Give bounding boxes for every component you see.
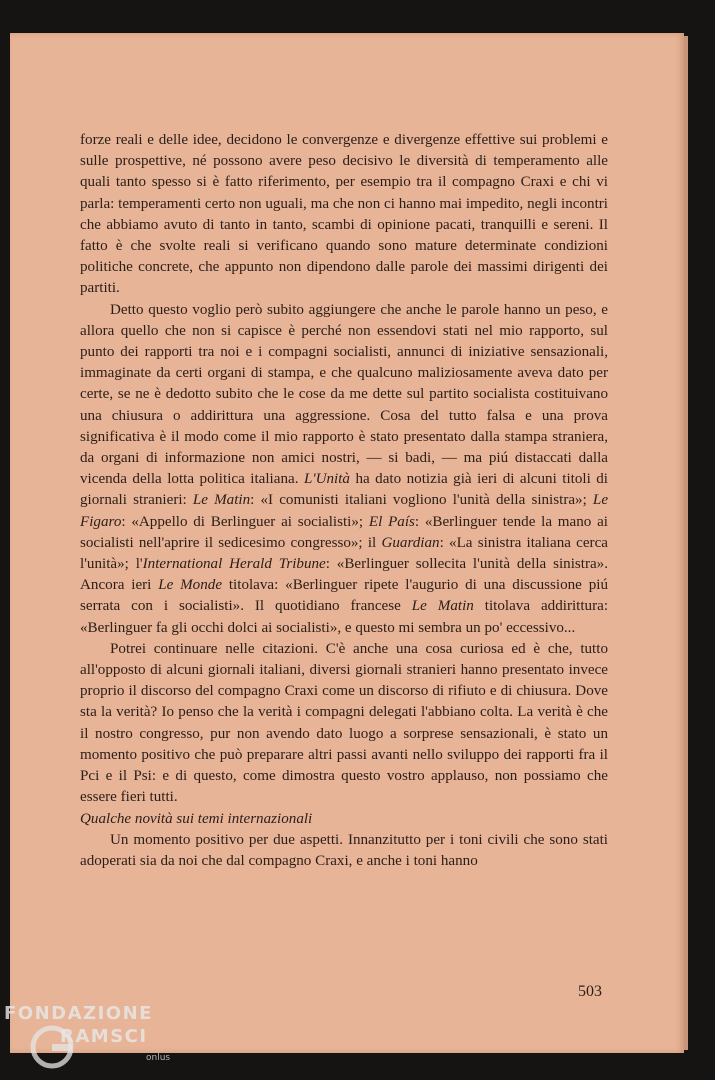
watermark-line-2: RAMSCI bbox=[60, 1026, 148, 1047]
newspaper-name: Guardian bbox=[381, 534, 440, 551]
watermark-line-1: FONDAZIONE bbox=[4, 1003, 153, 1024]
paragraph-2-text-5: : «Berlinguer tende la mano ai socialisti nell'aprire il sedicesimo congresso»; il bbox=[80, 513, 608, 551]
page-edge bbox=[684, 36, 688, 1050]
newspaper-name: Le Figaro bbox=[80, 492, 609, 530]
page-number: 503 bbox=[578, 983, 602, 1000]
paragraph-2-text-6: : «La sinistra italiana cerca l'unità»; l' bbox=[80, 534, 608, 573]
newspaper-name: International Herald Tribune bbox=[142, 556, 326, 573]
newspaper-name: L'Unità bbox=[303, 471, 350, 488]
paragraph-2-text-7: : «Berlinguer sollecita l'unità della sinistra». Ancora ieri bbox=[80, 556, 609, 594]
paragraph-4: Un momento positivo per due aspetti. Innanzitutto per i toni civili che sono stati adoperati sia da noi che dal compagno Craxi, e anche i toni hanno bbox=[80, 831, 608, 869]
page-body bbox=[80, 130, 608, 872]
paragraph-2-text-1: Detto questo voglio però subito aggiungere che anche le parole hanno un peso, e allora quello che non si capisce è perché non essendovi stati nel mio rapporto, sul punto dei rapporti tra noi e i compagni socialisti, annunci di iniziative sensazionali, immaginate da certi organi di stampa, e che qualcuno maliziosamente aveva dato per certe, se ne è dedotto subito che le cose da me dette sul partito socialista costituivano una chiusura o addirittura una aggressione. Cosa del tutto falsa e una prova significativa è il modo come il mio rapporto è stato presentato dalla stampa straniera, da organi di informazione non amici nostri, — si badi, — ma piú distaccati dalla vicenda della lotta politica italiana. bbox=[80, 301, 608, 488]
paragraph-1: forze reali e delle idee, decidono le convergenze e divergenze effettive sui problemi e sulle prospettive, né possono avere peso decisivo le diversità di temperamento alle quali tanto spesso si è fatto riferimento, per esempio tra il compagno Craxi e chi vi parla: temperamenti certo non uguali, ma che non ci hanno mai impedito, negli incontri che abbiamo avuto di tanto in tanto, scambi di opinione pacati, tranquilli e sereni. Il fatto è che svolte reali si verificano quando sono mature determinate condizioni politiche concrete, che appunto non dipendono dalle parole dei massimi dirigenti dei partiti. bbox=[80, 132, 608, 297]
section-heading: Qualche novità sui temi internazionali bbox=[80, 810, 313, 827]
newspaper-name: Le Matin bbox=[411, 598, 474, 615]
fondazione-gramsci-watermark bbox=[4, 1003, 194, 1075]
newspaper-name: El País bbox=[368, 513, 415, 530]
paragraph-2 bbox=[80, 300, 608, 639]
paragraph-2-text-9: titolava addirittura: «Berlinguer fa gli occhi dolci ai socialisti», e questo mi sembra un po' eccessivo... bbox=[80, 598, 609, 636]
paragraph-2-text-4: : «Appello di Berlinguer ai socialisti»; bbox=[121, 513, 369, 530]
paragraph-2-text-3: : «I comunisti italiani vogliono l'unità della sinistra»; bbox=[250, 492, 593, 509]
watermark-subtitle: onlus bbox=[146, 1053, 171, 1063]
paragraph-2-text-2: ha dato notizia già ieri di alcuni titoli di giornali stranieri: bbox=[80, 471, 609, 509]
newspaper-name: Le Matin bbox=[192, 492, 251, 509]
paragraph-3: Potrei continuare nelle citazioni. C'è anche una cosa curiosa ed è che, tutto all'opposto di alcuni giornali italiani, diversi giornali stranieri hanno presentato invece proprio il discorso del compagno Craxi come un discorso di rifiuto e di chiusura. Dove sta la verità? Io penso che la verità i compagni delegati l'abbiano colta. La verità è che il nostro congresso, pur non avendo dato luogo a sorprese sensazionali, è stato un momento positivo che può preparare altri passi avanti nello sviluppo dei rapporti fra il Pci e il Psi: e di questo, come dimostra questo vostro applauso, non possiamo che essere fieri tutti. bbox=[80, 640, 608, 806]
paragraph-2-text-8: titolava: «Berlinguer ripete l'augurio di una discussione piú serrata con i socialisti». Il quotidiano francese bbox=[80, 577, 608, 615]
newspaper-name: Le Monde bbox=[158, 577, 223, 594]
